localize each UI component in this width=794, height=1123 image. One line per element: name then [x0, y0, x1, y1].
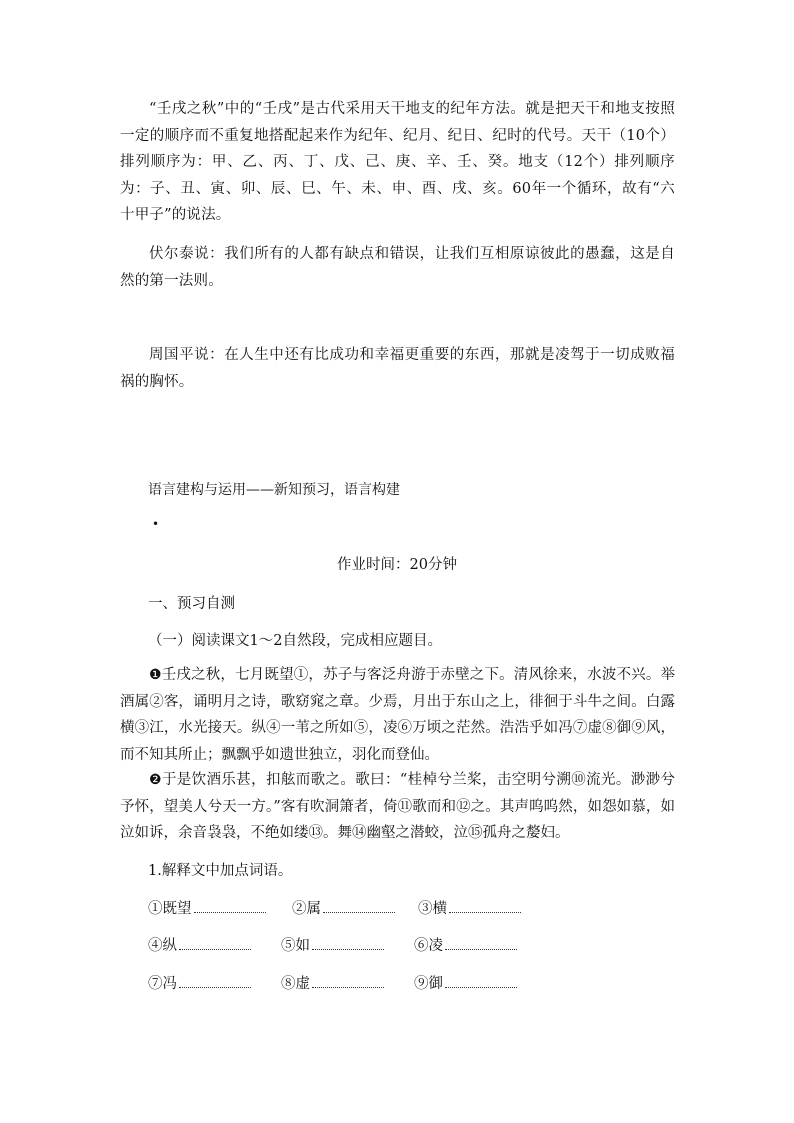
answer-blank[interactable]: [194, 898, 266, 913]
vocab-item: [148, 972, 251, 993]
vocab-item: [148, 897, 266, 918]
vocab-label: ③横: [418, 901, 447, 917]
vocab-item: [148, 934, 251, 955]
answer-blank[interactable]: [445, 935, 517, 950]
intro-paragraph: “壬戌之秋”中的“壬戌”是古代采用天干地支的纪年方法。就是把天干和地支按照一定的顺序而不重复地搭配起来作为纪年、纪月、纪日、纪时的代号。天干（10个）排列顺序为：甲、乙、丙、丁、戊、己、庚、辛、壬、癸。地支（12个）排列顺序为：子、丑、寅、卯、辰、巳、午、未、申、酉、戌、亥。60年一个循环，故有“六十甲子”的说法。: [120, 101, 675, 223]
vocab-label: ⑨御: [414, 976, 443, 992]
vocab-label: ②属: [292, 901, 321, 917]
answer-blank[interactable]: [323, 898, 395, 913]
vocab-item: [414, 972, 517, 993]
vocab-item: [281, 934, 384, 955]
vocab-label: ⑦冯: [148, 976, 177, 992]
heading-preview-test: 一、预习自测: [148, 596, 235, 612]
vocab-label: ④纵: [148, 938, 177, 954]
passage-2-marker: ❷: [149, 772, 162, 788]
question-1: 1.解释文中加点词语。: [148, 863, 293, 879]
passage-1-marker: ❶: [149, 667, 162, 683]
answer-blank[interactable]: [179, 973, 251, 988]
vocab-label: ⑧虚: [281, 976, 310, 992]
vocab-label: ①既望: [148, 901, 192, 917]
answer-blank[interactable]: [449, 898, 521, 913]
answer-blank[interactable]: [179, 935, 251, 950]
vocab-label: ⑤如: [281, 938, 310, 954]
vocab-item: [418, 897, 521, 918]
answer-blank[interactable]: [445, 973, 517, 988]
passage-2-text: 于是饮酒乐甚，扣舷而歌之。歌曰：“桂棹兮兰桨，击空明兮溯⑩流光。渺渺兮予怀，望美人兮天一方。”客有吹洞箫者，倚⑪歌而和⑫之。其声呜呜然，如怨如慕，如泣如诉，余音袅袅，不绝如缕⑬。舞⑭幽壑之潜蛟，泣⑮孤舟之嫠妇。: [120, 772, 675, 841]
passage-1: [120, 662, 675, 768]
passage-1-text: 壬戌之秋，七月既望①，苏子与客泛舟游于赤壁之下。清风徐来，水波不兴。举酒属②客，诵明月之诗，歌窈窕之章。少焉，月出于东山之上，徘徊于斗牛之间。白露横③江，水光接天。纵④一苇之所如⑤，凌⑥万顷之茫然。浩浩乎如冯⑦虚⑧御⑨风，而不知其所止；飘飘乎如遗世独立，羽化而登仙。: [120, 667, 675, 763]
vocab-item: [281, 972, 384, 993]
answer-blank[interactable]: [312, 973, 384, 988]
vocab-item: [292, 897, 395, 918]
heading-reading-task: （一）阅读课文1～2自然段，完成相应题目。: [148, 633, 442, 649]
vocab-item: [414, 934, 517, 955]
vocab-label: ⑥凌: [414, 938, 443, 954]
bullet-dot: •: [152, 517, 160, 531]
homework-time: 作业时间：20分钟: [337, 557, 457, 573]
quote-voltaire: 伏尔泰说：我们所有的人都有缺点和错误，让我们互相原谅彼此的愚蠢，这是自然的第一法则。: [120, 246, 675, 289]
passage-2: [120, 767, 675, 847]
quote-zhou: 周国平说：在人生中还有比成功和幸福更重要的东西，那就是凌驾于一切成败福祸的胸怀。: [120, 347, 675, 390]
answer-blank[interactable]: [312, 935, 384, 950]
section-title: 语言建构与运用——新知预习，语言构建: [148, 482, 400, 498]
